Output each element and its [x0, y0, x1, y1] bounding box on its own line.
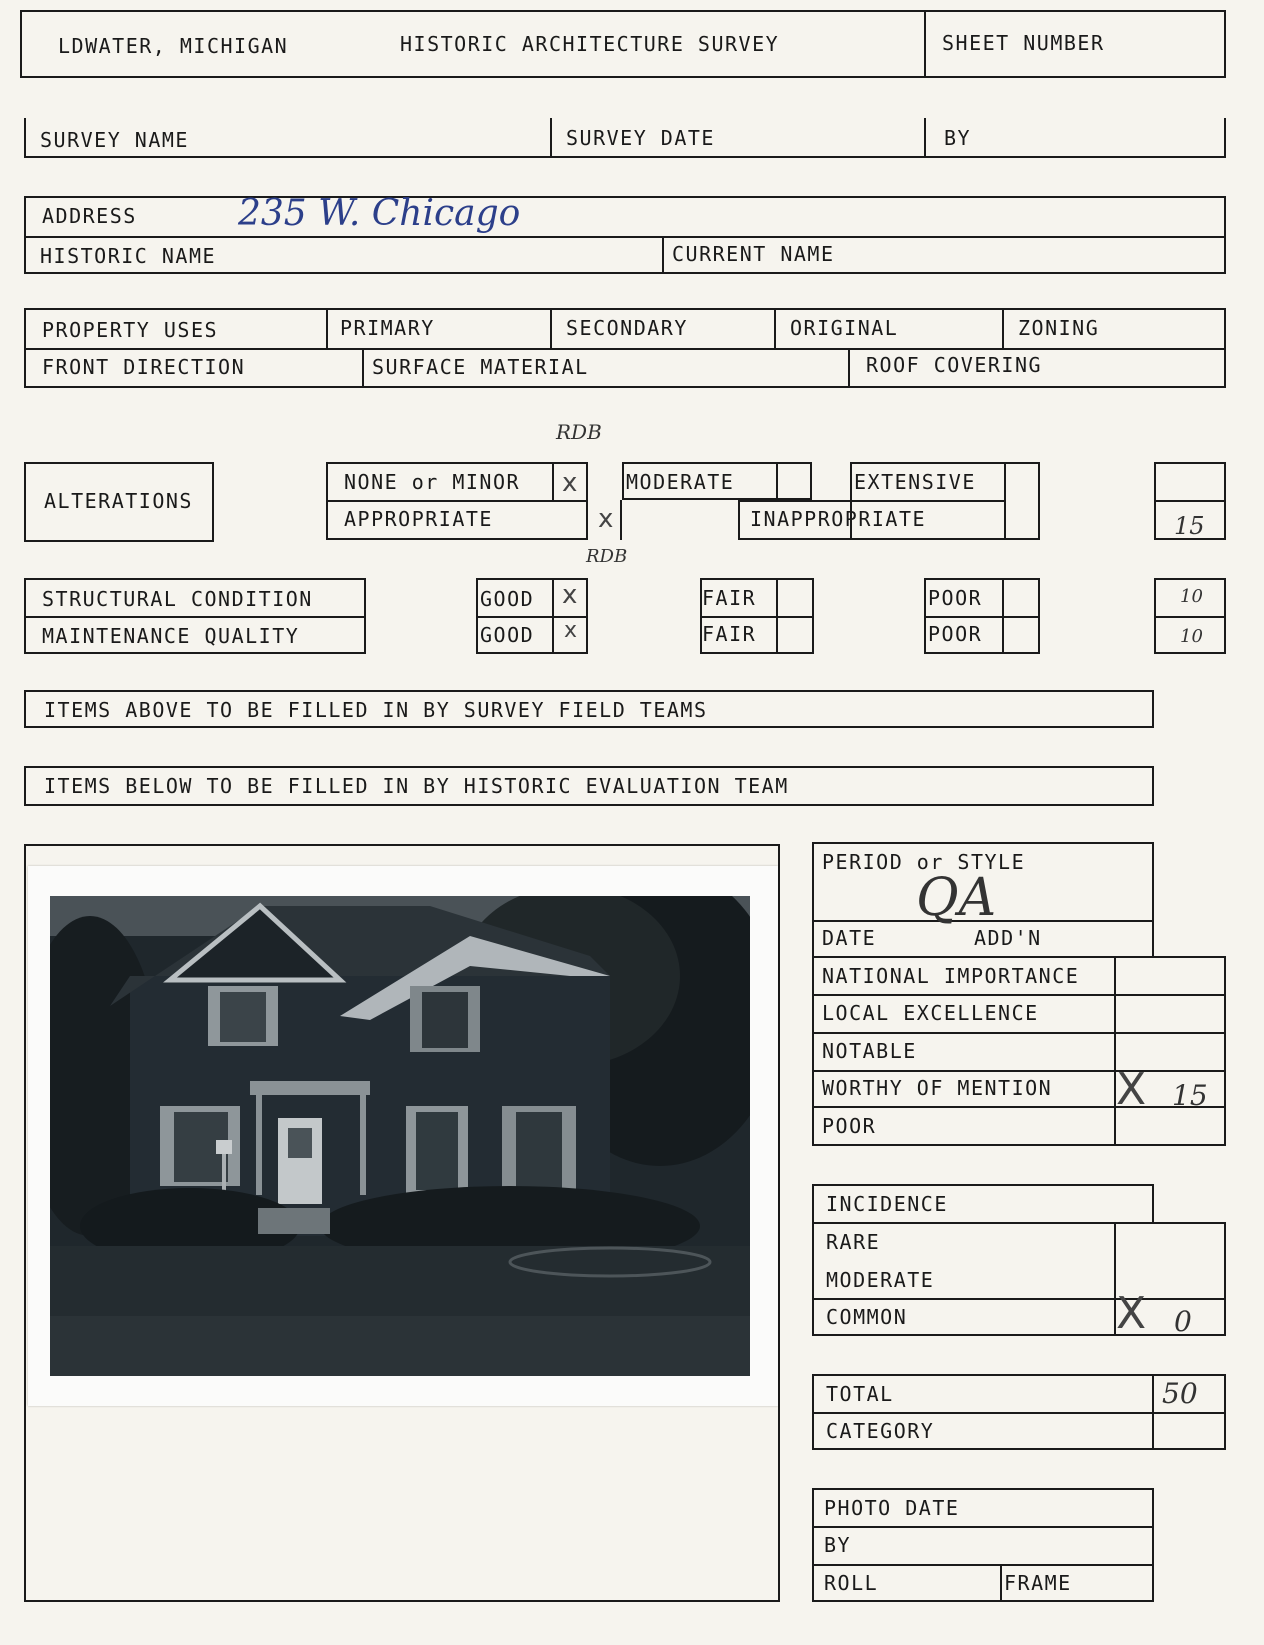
extensive-label: EXTENSIVE	[854, 470, 976, 494]
city-label: LDWATER, MICHIGAN	[58, 34, 289, 58]
condition-initials: RDB	[586, 546, 628, 567]
local-excellence-label: LOCAL EXCELLENCE	[822, 1001, 1039, 1025]
appropriate-label: APPROPRIATE	[344, 507, 493, 531]
structural-good-mark: x	[562, 580, 578, 610]
common-label: COMMON	[826, 1305, 908, 1329]
none-minor-label: NONE or MINOR	[344, 470, 521, 494]
appropriate-mark: x	[598, 504, 614, 534]
period-style-label: PERIOD or STYLE	[822, 850, 1026, 874]
survey-by-label: BY	[944, 126, 972, 150]
maintenance-good-label: GOOD	[480, 623, 535, 647]
sheet-number-label: SHEET NUMBER	[942, 31, 1105, 55]
alterations-initials: RDB	[556, 420, 602, 444]
maintenance-good-mark: x	[564, 618, 578, 643]
incidence-moderate-label: MODERATE	[826, 1268, 935, 1292]
roll-label: ROLL	[824, 1571, 879, 1595]
surface-material-label: SURFACE MATERIAL	[372, 355, 589, 379]
survey-date-label: SURVEY DATE	[566, 126, 715, 150]
eval-date-label: DATE	[822, 926, 877, 950]
worthy-score: 15	[1172, 1079, 1208, 1112]
photo-date-label: PHOTO DATE	[824, 1496, 960, 1520]
house-photo-image	[50, 896, 750, 1376]
survey-name-label: SURVEY NAME	[40, 128, 189, 152]
structural-good-label: GOOD	[480, 587, 535, 611]
common-mark: X	[1116, 1288, 1147, 1339]
house-photo	[50, 896, 750, 1376]
notable-label: NOTABLE	[822, 1039, 917, 1063]
survey-title: HISTORIC ARCHITECTURE SURVEY	[400, 32, 780, 56]
alterations-label: ALTERATIONS	[44, 489, 193, 513]
instruction-above: ITEMS ABOVE TO BE FILLED IN BY SURVEY FIELD TEAMS	[44, 698, 708, 722]
total-value: 50	[1162, 1377, 1198, 1410]
current-name-label: CURRENT NAME	[672, 242, 835, 266]
historic-name-label: HISTORIC NAME	[40, 244, 217, 268]
eval-poor-label: POOR	[822, 1114, 877, 1138]
inappropriate-label: INAPPROPRIATE	[750, 507, 927, 531]
maintenance-fair-label: FAIR	[702, 622, 757, 646]
zoning-label: ZONING	[1018, 316, 1100, 340]
rare-label: RARE	[826, 1230, 881, 1254]
frame-label: FRAME	[1004, 1571, 1072, 1595]
structural-condition-label: STRUCTURAL CONDITION	[42, 587, 313, 611]
addn-label: ADD'N	[974, 926, 1042, 950]
address-value: 235 W. Chicago	[238, 193, 521, 234]
total-label: TOTAL	[826, 1382, 894, 1406]
structural-score: 10	[1180, 586, 1203, 607]
maintenance-score: 10	[1180, 626, 1203, 647]
secondary-label: SECONDARY	[566, 316, 688, 340]
structural-fair-label: FAIR	[702, 586, 757, 610]
structural-poor-label: POOR	[928, 586, 983, 610]
photo-by-label: BY	[824, 1533, 852, 1557]
original-label: ORIGINAL	[790, 316, 899, 340]
none-minor-mark: x	[562, 468, 578, 498]
maintenance-quality-label: MAINTENANCE QUALITY	[42, 624, 300, 648]
worthy-label: WORTHY OF MENTION	[822, 1076, 1053, 1100]
alterations-score: 15	[1174, 512, 1205, 540]
worthy-mark: X	[1116, 1064, 1147, 1115]
common-score: 0	[1174, 1305, 1192, 1338]
category-label: CATEGORY	[826, 1419, 935, 1443]
instruction-below: ITEMS BELOW TO BE FILLED IN BY HISTORIC EVALUATION TEAM	[44, 774, 789, 798]
address-label: ADDRESS	[42, 204, 137, 228]
alterations-moderate-label: MODERATE	[626, 470, 735, 494]
roof-covering-label: ROOF COVERING	[866, 353, 1043, 377]
primary-label: PRIMARY	[340, 316, 435, 340]
maintenance-poor-label: POOR	[928, 622, 983, 646]
front-direction-label: FRONT DIRECTION	[42, 355, 246, 379]
property-uses-label: PROPERTY USES	[42, 318, 219, 342]
incidence-label: INCIDENCE	[826, 1192, 948, 1216]
period-style-value: QA	[916, 868, 997, 928]
national-importance-label: NATIONAL IMPORTANCE	[822, 964, 1080, 988]
